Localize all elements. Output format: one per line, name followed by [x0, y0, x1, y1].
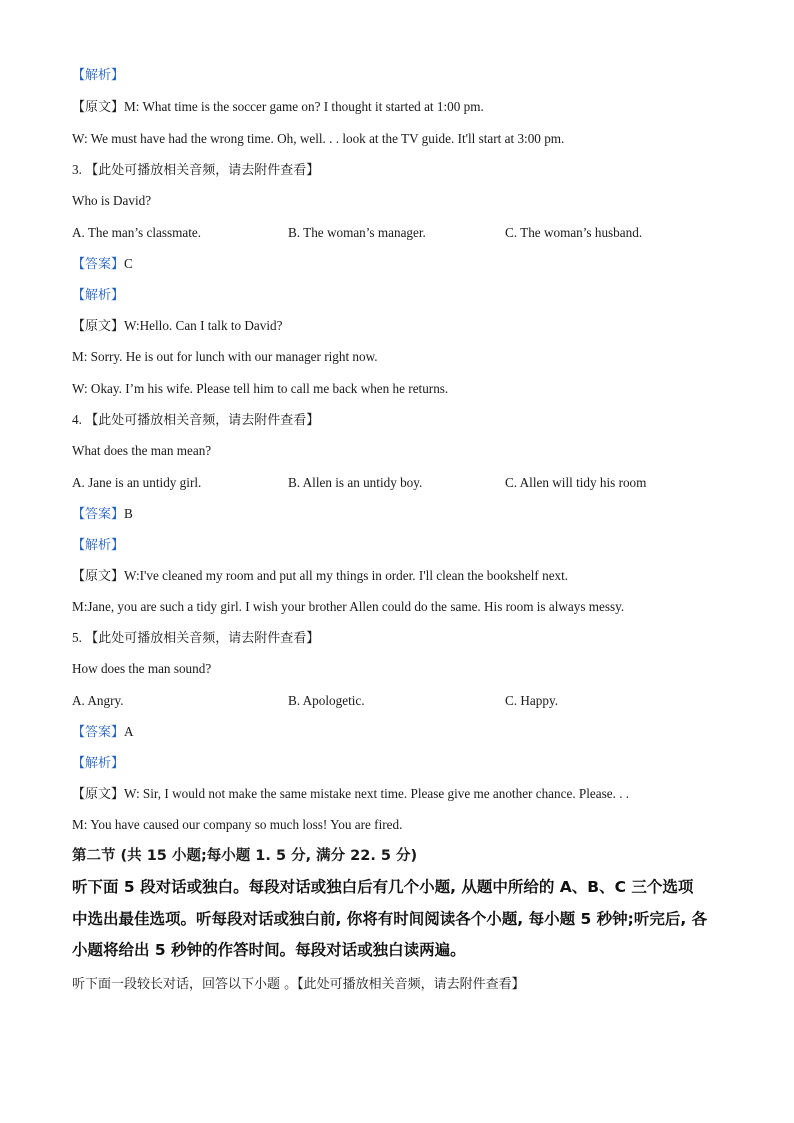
question-3-header: 3. 【此处可播放相关音频，请去附件查看】 — [72, 162, 320, 178]
q3-option-b: B. The woman’s manager. — [288, 225, 426, 240]
transcript-3a: 【原文】W:Hello. Can I talk to David? — [72, 318, 283, 334]
transcript-5b: M: You have caused our company so much loss! You are fired. — [72, 817, 403, 832]
section-instructions-2: 中选出最佳选项。听每段对话或独白前, 你将有时间阅读各个小题, 每小题 5 秒钟;听完后, 各 — [72, 910, 708, 928]
q5-option-a: A. Angry. — [72, 693, 124, 708]
question-3-text: Who is David? — [72, 193, 152, 208]
transcript-3c: W: Okay. I’m his wife. Please tell him to call me back when he returns. — [72, 381, 449, 396]
q5-option-c: C. Happy. — [505, 693, 558, 708]
question-4-text: What does the man mean? — [72, 443, 212, 458]
answer-5: 【答案】A — [72, 724, 134, 740]
transcript-2b: W: We must have had the wrong time. Oh, well. . . look at the TV guide. It'll start at 3:00 pm. — [72, 131, 565, 146]
transcript-2a: 【原文】M: What time is the soccer game on? I thought it started at 1:00 pm. — [72, 99, 484, 115]
answer-4: 【答案】B — [72, 506, 133, 522]
section-instructions-1: 听下面 5 段对话或独白。每段对话或独白后有几个小题, 从题中所给的 A、B、C 三个选项 — [72, 878, 694, 896]
section-heading: 第二节 (共 15 小题;每小题 1. 5 分, 满分 22. 5 分) — [72, 848, 418, 864]
q4-option-b: B. Allen is an untidy boy. — [288, 475, 423, 490]
question-4-header: 4. 【此处可播放相关音频，请去附件查看】 — [72, 412, 320, 428]
answer-3: 【答案】C — [72, 256, 133, 272]
q4-option-a: A. Jane is an untidy girl. — [72, 475, 202, 490]
question-5-text: How does the man sound? — [72, 661, 212, 676]
analysis-label-4: 【解析】 — [72, 538, 125, 553]
analysis-label-2: 【解析】 — [72, 68, 125, 83]
q4-option-c: C. Allen will tidy his room — [505, 475, 647, 490]
q5-option-b: B. Apologetic. — [288, 693, 365, 708]
question-5-header: 5. 【此处可播放相关音频，请去附件查看】 — [72, 630, 320, 646]
q3-option-a: A. The man’s classmate. — [72, 225, 202, 240]
long-dialogue-intro: 听下面一段较长对话，回答以下小题 。【此处可播放相关音频，请去附件查看】 — [72, 977, 525, 992]
transcript-4a: 【原文】W:I've cleaned my room and put all my things in order. I'll clean the bookshelf next. — [72, 568, 569, 584]
analysis-label-3: 【解析】 — [72, 288, 125, 303]
transcript-3b: M: Sorry. He is out for lunch with our manager right now. — [72, 349, 378, 364]
transcript-5a: 【原文】W: Sir, I would not make the same mistake next time. Please give me another chance. Please. . . — [72, 786, 630, 802]
analysis-label-5: 【解析】 — [72, 756, 125, 771]
section-instructions-3: 小题将给出 5 秒钟的作答时间。每段对话或独白读两遍。 — [72, 941, 466, 959]
transcript-4b: M:Jane, you are such a tidy girl. I wish your brother Allen could do the same. His room is always messy. — [72, 599, 625, 614]
q3-option-c: C. The woman’s husband. — [505, 225, 643, 240]
